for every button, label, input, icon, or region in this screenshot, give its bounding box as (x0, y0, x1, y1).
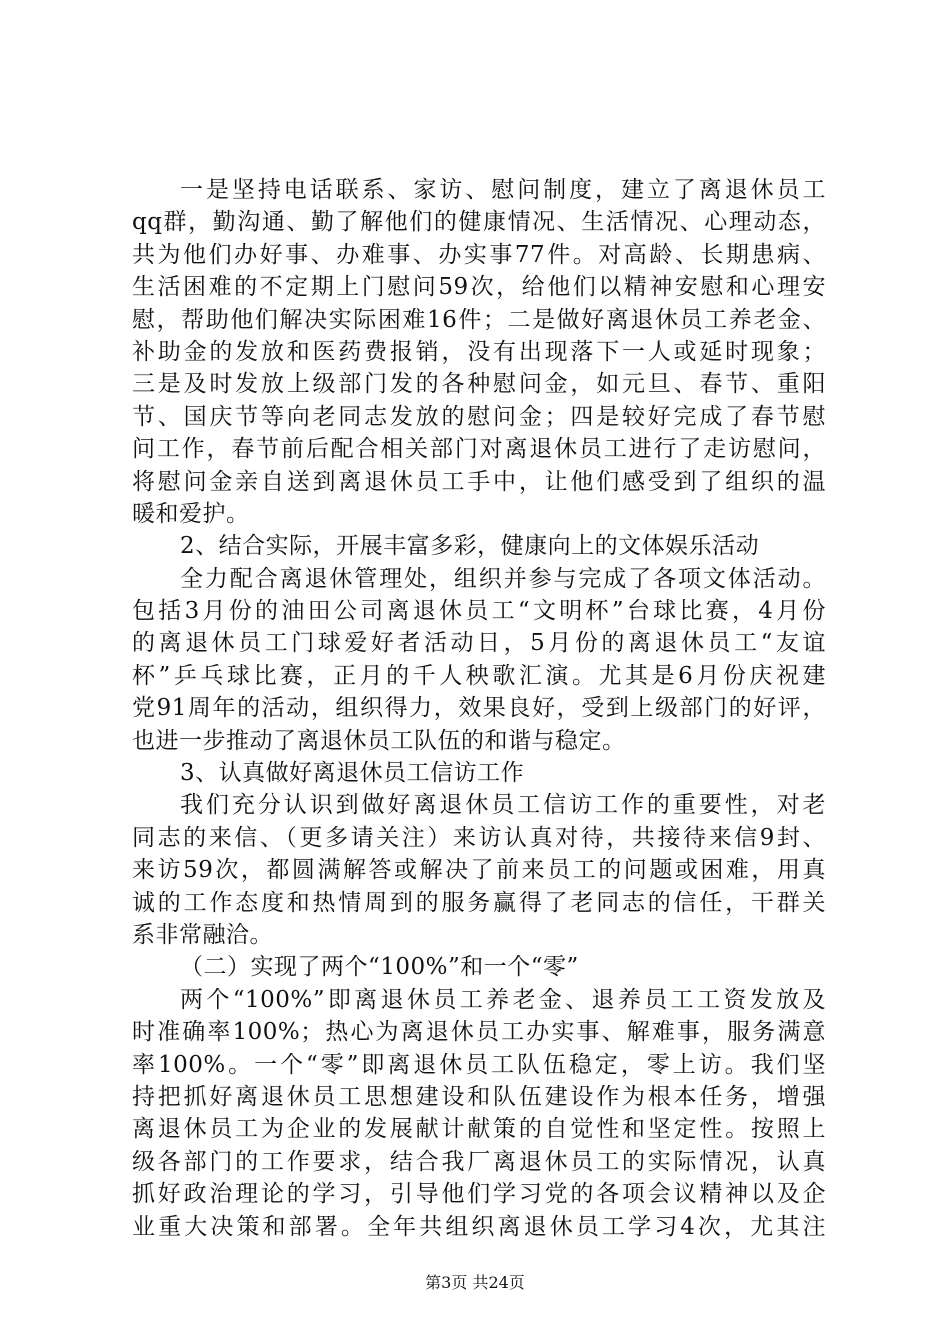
section-heading: 3、认真做好离退休员工信访工作 (180, 760, 525, 787)
text-line: 的离退休员工门球爱好者活动日，5月份的离退休员工“友谊 (132, 630, 826, 657)
text-line: qq群，勤沟通、勤了解他们的健康情况、生活情况、心理动态， (132, 209, 826, 236)
text-line: 率100%。一个“零”即离退休员工队伍稳定，零上访。我们坚 (132, 1051, 826, 1078)
text-line: 三是及时发放上级部门发的各种慰问金，如元旦、春节、重阳 (132, 371, 826, 398)
text-line: 也进一步推动了离退休员工队伍的和谐与稳定。 (132, 727, 626, 754)
body-text (132, 174, 826, 1243)
page-number-footer: 第3页 共24页 (425, 1273, 525, 1292)
text-line: 杯”乒乓球比赛，正月的千人秧歌汇演。尤其是6月份庆祝建 (132, 662, 826, 689)
text-line: 离退休员工为企业的发展献计献策的自觉性和坚定性。按照上 (132, 1116, 826, 1143)
text-line: 节、国庆节等向老同志发放的慰问金；四是较好完成了春节慰 (132, 403, 826, 430)
text-line: 党91周年的活动，组织得力，效果良好，受到上级部门的好评， (132, 695, 826, 722)
text-line: 业重大决策和部署。全年共组织离退休员工学习4次，尤其注 (132, 1213, 826, 1240)
text-line: 一是坚持电话联系、家访、慰问制度，建立了离退休员工 (180, 177, 826, 203)
text-line: 时准确率100%；热心为离退休员工办实事、解难事，服务满意 (132, 1019, 826, 1046)
text-line: 共为他们办好事、办难事、办实事77件。对高龄、长期患病、 (132, 241, 826, 268)
text-line: 两个“100%”即离退休员工养老金、退养员工工资发放及 (180, 986, 826, 1013)
text-line: 持把抓好离退休员工思想建设和队伍建设作为根本任务，增强 (132, 1083, 826, 1110)
text-line: 暖和爱护。 (132, 500, 250, 527)
text-line: 全力配合离退休管理处，组织并参与完成了各项文体活动。 (180, 565, 826, 592)
text-line: 诚的工作态度和热情周到的服务赢得了老同志的信任，干群关 (132, 889, 826, 916)
text-line: 我们充分认识到做好离退休员工信访工作的重要性，对老 (180, 792, 826, 819)
text-line: 系非常融洽。 (132, 921, 273, 948)
text-line: 抓好政治理论的学习，引导他们学习党的各项会议精神以及企 (132, 1181, 826, 1208)
text-line: 同志的来信、（更多请关注）来访认真对待，共接待来信9封、 (132, 824, 826, 851)
text-line: 级各部门的工作要求，结合我厂离退休员工的实际情况，认真 (132, 1148, 826, 1175)
section-heading: （二）实现了两个“100%”和一个“零” (180, 954, 579, 981)
text-line: 生活困难的不定期上门慰问59次，给他们以精神安慰和心理安 (132, 274, 826, 301)
text-line: 包括3月份的油田公司离退休员工“文明杯”台球比赛，4月份 (132, 598, 826, 625)
text-line: 来访59次，都圆满解答或解决了前来员工的问题或困难，用真 (132, 857, 826, 884)
section-heading: 2、结合实际，开展丰富多彩，健康向上的文体娱乐活动 (180, 533, 760, 560)
text-line: 将慰问金亲自送到离退休员工手中，让他们感受到了组织的温 (132, 468, 826, 495)
text-line: 慰，帮助他们解决实际困难16件；二是做好离退休员工养老金、 (132, 306, 826, 333)
text-line: 问工作，春节前后配合相关部门对离退休员工进行了走访慰问， (132, 436, 826, 463)
text-line: 补助金的发放和医药费报销，没有出现落下一人或延时现象； (132, 338, 826, 365)
